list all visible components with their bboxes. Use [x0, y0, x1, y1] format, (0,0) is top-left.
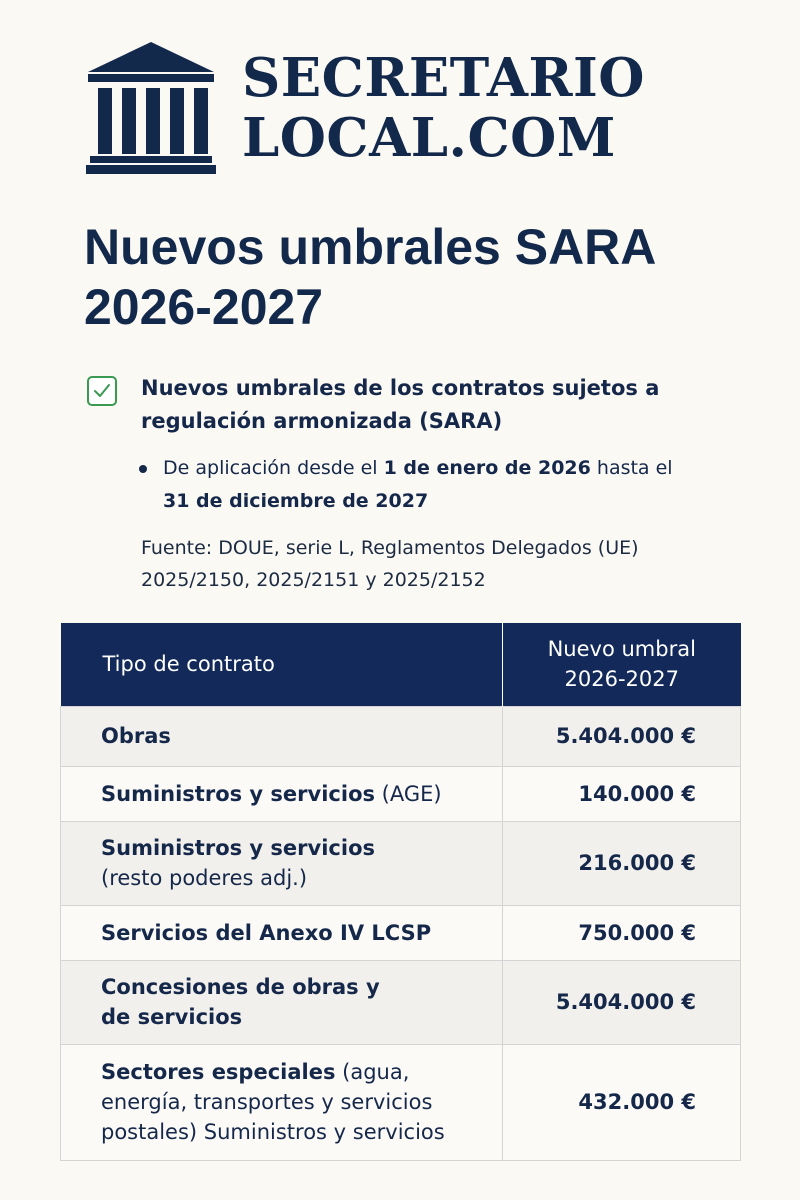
page-title: [84, 217, 656, 337]
contract-type: Suministros y servicios: [101, 781, 375, 806]
source-line-1: Fuente: DOUE, serie L, Reglamentos Delegados (UE): [141, 537, 639, 559]
table-row: [61, 1044, 741, 1160]
validity-prefix: De aplicación desde el: [163, 457, 384, 479]
validity-period: [163, 452, 723, 518]
contract-type: Obras: [101, 724, 171, 748]
bullet-icon: [139, 465, 147, 473]
header-new-threshold-line-2: 2026-2027: [564, 667, 679, 692]
header-contract-type: Tipo de contrato: [61, 623, 503, 706]
courthouse-columns-icon: [86, 42, 216, 174]
contract-type: Sectores especiales: [101, 1060, 336, 1084]
threshold-value: 140.000 €: [503, 766, 741, 821]
contract-type-cell: [61, 766, 503, 821]
validity-middle: hasta el: [590, 457, 673, 479]
header-new-threshold-line-1: Nuevo umbral: [547, 637, 696, 662]
contract-type-note-line-2: energía, transportes y servicios: [101, 1090, 433, 1114]
table-row: [61, 821, 741, 905]
checkbox-check-icon: [87, 376, 117, 406]
brand-line-1: SECRETARIO: [242, 47, 645, 109]
threshold-value: 216.000 €: [503, 821, 741, 905]
page-title-line-2: 2026-2027: [84, 279, 324, 335]
threshold-value: 5.404.000 €: [503, 960, 741, 1044]
threshold-value: 432.000 €: [503, 1044, 741, 1160]
validity-end-date: 31 de diciembre de 2027: [163, 490, 429, 512]
contract-type: Concesiones de obras y: [101, 975, 380, 999]
header-new-threshold: [503, 623, 741, 706]
contract-type-cell: [61, 960, 503, 1044]
contract-type: Suministros y servicios: [101, 836, 375, 860]
contract-type-cell: [61, 821, 503, 905]
contract-type: Servicios del Anexo IV LCSP: [101, 920, 432, 945]
contract-type-line-2: de servicios: [101, 1005, 243, 1029]
highlight-heading-line-1: Nuevos umbrales de los contratos sujetos a: [141, 376, 660, 400]
brand-logo: [86, 42, 645, 174]
contract-type-cell: [61, 1044, 503, 1160]
table-row: [61, 766, 741, 821]
source-note: [141, 532, 741, 596]
thresholds-table: [60, 623, 741, 1161]
highlight-heading-line-2: regulación armonizada (SARA): [141, 409, 503, 433]
table-header-row: [61, 623, 741, 706]
contract-type-note: (resto poderes adj.): [101, 866, 308, 890]
table-row: [61, 706, 741, 766]
source-line-2: 2025/2150, 2025/2151 y 2025/2152: [141, 569, 486, 591]
contract-type-cell: [61, 706, 503, 766]
contract-type-note: (agua,: [335, 1060, 410, 1084]
table-row: [61, 960, 741, 1044]
brand-name: [242, 48, 645, 168]
contract-type-note-line-3: postales) Suministros y servicios: [101, 1120, 445, 1144]
brand-line-2: LOCAL.COM: [242, 107, 616, 169]
threshold-value: 5.404.000 €: [503, 706, 741, 766]
page-title-line-1: Nuevos umbrales SARA: [84, 219, 657, 275]
table-row: [61, 905, 741, 960]
contract-type-note: (AGE): [375, 781, 442, 806]
contract-type-cell: [61, 905, 503, 960]
validity-start-date: 1 de enero de 2026: [383, 457, 591, 479]
highlight-heading: [141, 372, 701, 438]
threshold-value: 750.000 €: [503, 905, 741, 960]
